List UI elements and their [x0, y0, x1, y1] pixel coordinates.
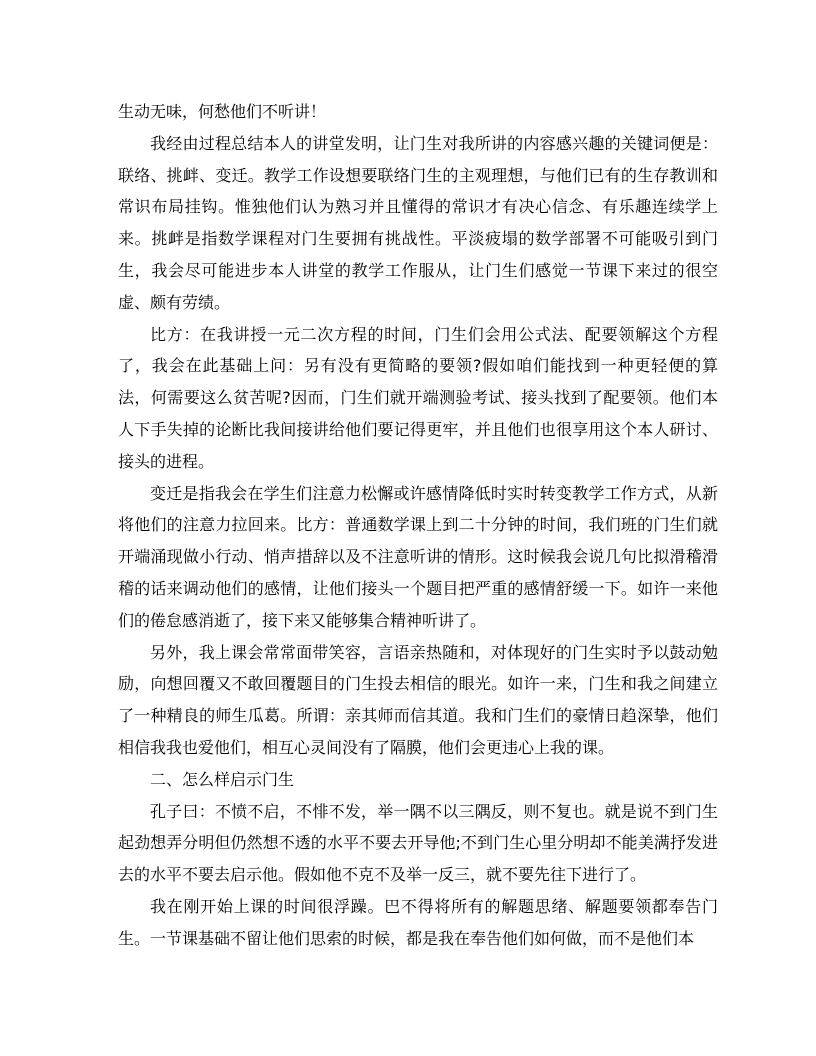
paragraph-opening-fragment: 生动无味，何愁他们不听讲！	[118, 102, 327, 121]
paragraph-keywords: 我经由过程总结本人的讲堂发明，让门生对我所讲的内容感兴趣的关键词便是：联络、挑衅、变迁。教学工作设想要联络门生的主观理想，与他们已有的生存教训和常识布局挂钩。惟独他们认为熟习并且懂得的常识才有决心信念、有乐趣连续学上来。挑衅是指数学课程对门生要拥有挑战性。平淡疲塌的数学部署不可能吸引到门生，我会尽可能进步本人讲堂的教学工作服从，让门生们感觉一节课下来过的很空虚、颇有劳绩。	[118, 133, 718, 312]
document-body	[118, 96, 718, 955]
paragraph-change-method: 变迁是指我会在学生们注意力松懈或许感情降低时实时转变教学工作方式，从新将他们的注意力拉回来。比方：普通数学课上到二十分钟的时间，我们班的门生们就开端涌现做小行动、悄声措辞以及不注意听讲的情形。这时候我会说几句比拟滑稽滑稽的话来调动他们的感情，让他们接头一个题目把严重的感情舒缓一下。如许一来他们的倦怠感消逝了，接下来又能够集合精神听讲了。	[118, 483, 718, 630]
section-heading-inspire-students: 二、怎么样启示门生	[150, 769, 295, 789]
paragraph-example-quadratic: 比方：在我讲授一元二次方程的时间，门生们会用公式法、配要领解这个方程了，我会在此基础上问：另有没有更简略的要领?假如咱们能找到一种更轻便的算法，何需要这么贫苦呢?因而，门生们就开端测验考试、接头找到了配要领。他们本人下手失掉的论断比我间接讲给他们要记得更牢，并且他们也很享用这个本人研讨、接头的进程。	[118, 324, 718, 471]
paragraph-teacher-student-relation: 另外，我上课会常常面带笑容，言语亲热随和，对体现好的门生实时予以鼓动勉励，向想回覆又不敢回覆题目的门生投去相信的眼光。如许一来，门生和我之间建立了一种精良的师生瓜葛。所谓：亲其师而信其道。我和门生们的豪情日趋深挚，他们相信我我也爱他们，相互心灵间没有了隔膜，他们会更违心上我的课。	[118, 642, 718, 757]
paragraph-confucius-quote: 孔子曰：不愤不启，不悱不发，举一隅不以三隅反，则不复也。就是说不到门生起劲想弄分明但仍然想不透的水平不要去开导他;不到门生心里分明却不能美满抒发进去的水平不要去启示他。假如他不克不及举一反三，就不要先往下进行了。	[118, 801, 718, 885]
paragraph-early-teaching: 我在刚开始上课的时间很浮躁。巴不得将所有的解题思绪、解题要领都奉告门生。一节课基础不留让他们思索的时候，都是我在奉告他们如何做，而不是他们本	[118, 896, 718, 948]
